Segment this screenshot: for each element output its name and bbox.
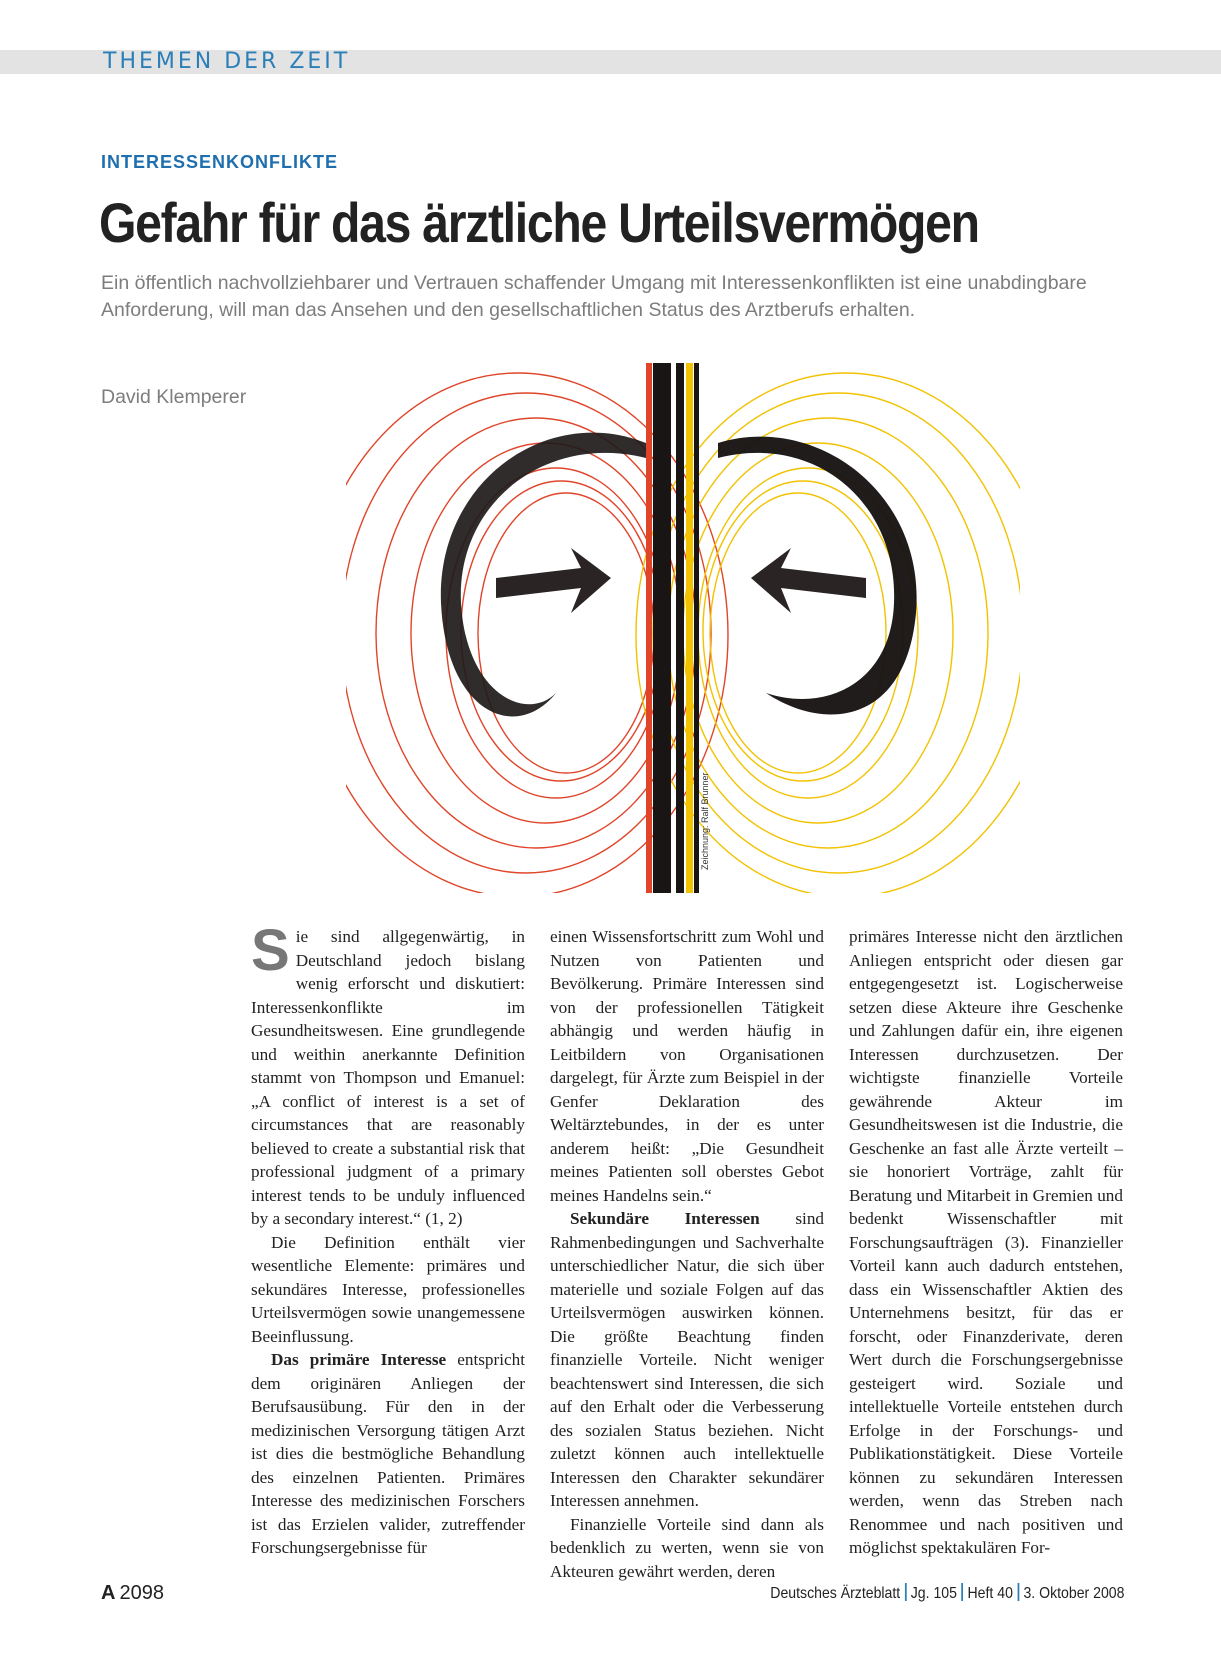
paragraph-lead-bold: Sekundäre Interessen xyxy=(570,1209,760,1228)
journal-name: Deutsches Ärzteblatt xyxy=(769,1585,900,1602)
paragraph: primäres Interesse nicht den ärztlichen Anliegen entspricht oder diesen gar entgegengesetzt ist. Logischerweise setzen diese Akteure ihre Geschenke und Zahlungen dafür ein, ihre eigenen Interessen durchzusetzen. Der wichtigste finanzielle Vorteile gewährende Akteur im Gesundheitswesen ist die Industrie, die Geschenke an fast alle Ärzte verteilt – sie honoriert Vorträge, zahlt für Beratung und Mitarbeit in Gremien und bedenkt Wissenschaftler mit Forschungsaufträgen (3). Finanzieller Vorteil kann auch dadurch entstehen, dass ein Wissenschaftler Aktien des Unternehmens besitzt, für das er forscht, oder Finanzderivate, deren Wert durch die Forschungsergebnisse gesteigert wird. Soziale und intellektuelle Vorteile entstehen durch Erfolge in der Forschungs- und Publikationstätigkeit. Diese Vorteile können zu sekundären Interessen werden, wenn das Streben nach Renommee und nach positiven und möglichst spektakulären For- xyxy=(849,927,1123,1557)
section-title: THEMEN DER ZEIT xyxy=(103,49,351,74)
paragraph: ie sind allgegenwärtig, in Deutschland jedoch bislang wenig erforscht und diskutiert: Interessenkonflikte im Gesundheitswesen. Eine grundlegende und weithin anerkannte Definition stammt von Thompson und Emanuel: „A conflict of interest is a set of circumstances that are reasonably believed to create a substantial risk that professional judgment of a primary interest tends to be unduly influenced by a secondary interest.“ (1, 2) xyxy=(251,927,525,1228)
journal-footer xyxy=(770,1583,1124,1603)
journal-date: 3. Oktober 2008 xyxy=(1023,1585,1124,1602)
illustration-credit: Zeichnung: Ralf Brunner xyxy=(700,772,710,870)
right-arrow-icon xyxy=(751,548,866,613)
yellow-field-lines xyxy=(636,373,1020,893)
left-arrow-icon xyxy=(496,548,611,613)
text-column-2 xyxy=(550,925,824,1583)
paragraph-lead-bold: Das primäre Interesse xyxy=(271,1350,447,1369)
drop-cap: S xyxy=(251,918,290,983)
separator xyxy=(904,1583,906,1601)
article-title: Gefahr für das ärztliche Urteilsvermögen xyxy=(99,191,979,254)
paragraph: entspricht dem originären Anliegen der Berufsausübung. Für den in der medizinischen Versorgung tätigen Arzt ist dies die bestmögliche Behandlung des einzelnen Patienten. Primäres Interesse des medizinischen Forschers ist das Erzielen valider, zutreffender Forschungsergebnisse für xyxy=(251,1350,525,1557)
text-column-1 xyxy=(251,918,525,1560)
paragraph: Finanzielle Vorteile sind dann als bedenklich zu werten, wenn sie von Akteuren gewährt werden, deren xyxy=(550,1514,824,1581)
black-vertical-line xyxy=(653,363,671,893)
journal-issue: Heft 40 xyxy=(967,1585,1013,1602)
paragraph: einen Wissensfortschritt zum Wohl und Nutzen von Patienten und Bevölkerung. Primäre Interessen sind von der professionellen Tätigkeit abhängig und werden häufig in Leitbildern von Organisationen dargelegt, für Ärzte zum Beispiel in der Genfer Deklaration des Weltärztebundes, in der es unter anderem heißt: „Die Gesundheit meines Patienten soll oberstes Gebot meines Handelns sein.“ xyxy=(550,927,824,1205)
red-vertical-line xyxy=(646,363,652,893)
page-prefix: A xyxy=(101,1582,116,1604)
text-column-3 xyxy=(849,925,1123,1560)
yellow-vertical-line xyxy=(686,363,693,893)
paragraph: sind Rahmenbedingungen und Sachverhalte unterschiedlicher Natur, die sich über materielle und soziale Folgen auf das Urteilsvermögen auswirken können. Die größte Beachtung finden finanzielle Vorteile. Nicht weniger beachtenswert sind Interessen, die sich auf den Erhalt oder die Verbesserung des sozialen Status beziehen. Nicht zuletzt können auch intellektuelle Interessen den Charakter sekundärer Interessen annehmen. xyxy=(550,1209,825,1510)
page-number xyxy=(101,1582,164,1605)
article-author: David Klemperer xyxy=(101,386,247,408)
page-number-value: 2098 xyxy=(119,1582,164,1604)
article-lead: Ein öffentlich nachvollziehbarer und Vertrauen schaffender Umgang mit Interessenkonflikten ist eine unabdingbare Anforderung, will man das Ansehen und den gesellschaftlichen Status des Arztberufs erhalten. xyxy=(101,272,1087,321)
separator xyxy=(961,1583,963,1601)
article-kicker: INTERESSENKONFLIKTE xyxy=(101,152,339,172)
paragraph: Die Definition enthält vier wesentliche Elemente: primäres und sekundäres Interesse, professionelles Urteilsvermögen sowie unangemessene Beeinflussung. xyxy=(251,1232,525,1346)
separator xyxy=(1017,1583,1019,1601)
illustration-opposing-arrows xyxy=(346,363,1020,893)
journal-volume: Jg. 105 xyxy=(910,1585,957,1602)
